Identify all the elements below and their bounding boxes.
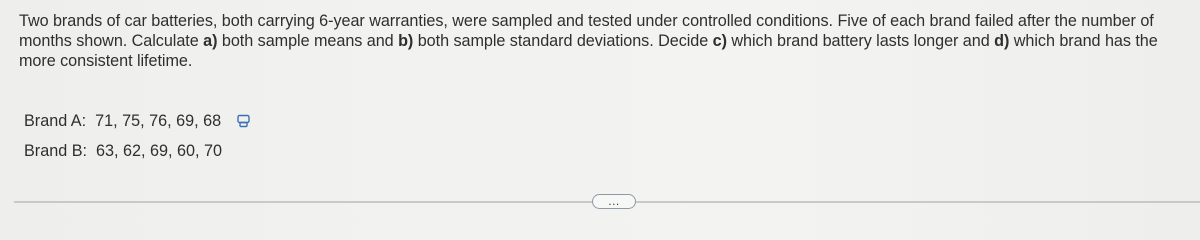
part-d-label: d): [994, 32, 1010, 50]
brand-a-label: Brand A:: [24, 112, 87, 130]
more-options-icon: ...: [608, 193, 620, 208]
brand-b-values: 63, 62, 69, 60, 70: [96, 142, 223, 160]
brand-a-row: [24, 106, 251, 136]
question-text: [19, 11, 1194, 71]
part-a-label: a): [203, 32, 218, 50]
question-part-4: which brand battery lasts longer and: [726, 32, 995, 50]
question-part-3: both sample standard deviations. Decide: [413, 32, 713, 50]
question-part-5: which brand has the more consistent lifetime.: [19, 32, 1158, 70]
copy-data-icon-graphic: [237, 114, 251, 128]
question-part-2: both sample means and: [217, 32, 399, 50]
brand-b-label: Brand B:: [24, 142, 87, 160]
brand-a-values: 71, 75, 76, 69, 68: [95, 112, 222, 130]
data-list: [24, 106, 251, 166]
more-options-button[interactable]: [592, 194, 636, 209]
part-b-label: b): [398, 32, 414, 50]
copy-data-icon[interactable]: [237, 113, 251, 129]
brand-b-row: [24, 136, 251, 166]
question-part-1: Two brands of car batteries, both carrying 6-year warranties, were sampled and tested under controlled conditions. Five of each brand failed after the number of months shown. Calculate: [19, 12, 1154, 50]
part-c-label: c): [712, 32, 727, 50]
